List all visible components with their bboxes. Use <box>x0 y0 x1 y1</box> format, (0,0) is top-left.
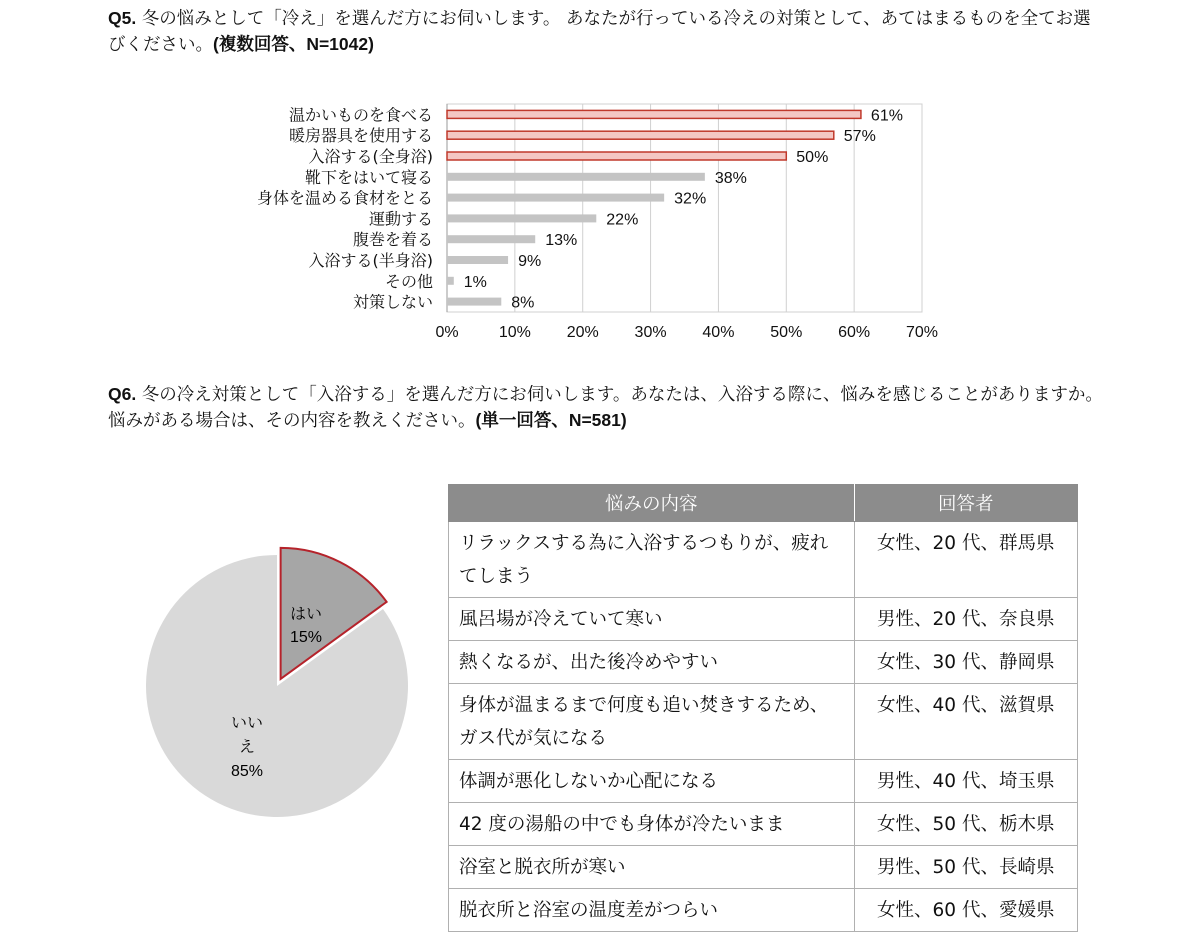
category-label: 身体を温める食材をとる <box>256 188 433 208</box>
pie-label-no-line1: いい <box>230 713 264 732</box>
q5-note: (複数回答、N=1042) <box>213 34 374 54</box>
row-respondent: 女性、60 代、愛媛県 <box>854 889 1078 932</box>
row-respondent: 男性、50 代、長崎県 <box>854 846 1078 889</box>
pie-label-no-line2: え <box>238 737 256 756</box>
bar <box>447 256 508 264</box>
category-label: 暖房器具を使用する <box>288 126 433 146</box>
header-content: 悩みの内容 <box>449 485 855 522</box>
bar <box>447 298 501 306</box>
row-content: 熱くなるが、出た後冷めやすい <box>449 641 855 684</box>
table-header-row <box>449 485 1078 522</box>
category-label: 温かいものを食べる <box>288 105 433 125</box>
x-tick-label: 20% <box>566 324 599 341</box>
value-label: 32% <box>674 190 707 208</box>
category-label: 靴下をはいて寝る <box>304 167 433 187</box>
category-label: 対策しない <box>352 292 433 312</box>
comments-table <box>448 484 1078 932</box>
value-label: 61% <box>870 107 903 125</box>
value-label: 9% <box>518 253 542 270</box>
bar <box>447 131 834 139</box>
value-label: 50% <box>796 149 829 166</box>
q5-label: Q5. <box>108 8 137 28</box>
category-label: 入浴する(全身浴) <box>308 147 433 166</box>
category-label: その他 <box>384 271 433 291</box>
row-content: 風呂場が冷えていて寒い <box>449 598 855 641</box>
bar <box>447 110 861 118</box>
q6-text: 冬の冷え対策として「入浴する」を選んだ方にお伺いします。あなたは、入浴する際に、悩みを感じることがありますか。悩みがある場合は、その内容を教えください。 <box>108 385 1103 431</box>
bar <box>447 214 596 222</box>
x-tick-label: 40% <box>702 324 735 341</box>
table-row <box>449 889 1078 932</box>
pie-value-yes: 15% <box>289 629 323 646</box>
table-row <box>449 522 1078 598</box>
value-label: 38% <box>714 169 747 187</box>
header-respondent: 回答者 <box>854 485 1078 522</box>
q6-label: Q6. <box>108 384 137 404</box>
q6-note: (単一回答、N=581) <box>475 410 627 430</box>
table-row <box>449 598 1078 641</box>
category-label: 腹巻を着る <box>352 230 433 250</box>
value-label: 13% <box>545 232 578 250</box>
table-row <box>449 684 1078 760</box>
x-tick-label: 30% <box>634 324 667 341</box>
row-content: 身体が温まるまで何度も追い焚きするため、ガス代が気になる <box>449 684 855 760</box>
row-respondent: 男性、20 代、奈良県 <box>854 598 1078 641</box>
table-row <box>449 760 1078 803</box>
row-respondent: 女性、40 代、滋賀県 <box>854 684 1078 760</box>
row-content: リラックスする為に入浴するつもりが、疲れてしまう <box>449 522 855 598</box>
x-tick-label: 60% <box>838 324 871 341</box>
value-label: 22% <box>606 211 639 229</box>
row-respondent: 女性、50 代、栃木県 <box>854 803 1078 846</box>
row-content: 脱衣所と浴室の温度差がつらい <box>449 889 855 932</box>
bar <box>447 152 786 160</box>
row-content: 42 度の湯船の中でも身体が冷たいまま <box>449 803 855 846</box>
row-content: 浴室と脱衣所が寒い <box>449 846 855 889</box>
category-label: 入浴する(半身浴) <box>308 251 433 270</box>
pie-value-no: 85% <box>230 763 264 780</box>
row-respondent: 男性、40 代、埼玉県 <box>854 760 1078 803</box>
pie-label-yes: はい <box>289 604 323 623</box>
row-content: 体調が悪化しないか心配になる <box>449 760 855 803</box>
bar <box>447 277 454 285</box>
value-label: 57% <box>843 128 876 146</box>
row-respondent: 女性、20 代、群馬県 <box>854 522 1078 598</box>
table-row <box>449 803 1078 846</box>
category-label: 運動する <box>368 209 433 229</box>
x-tick-label: 10% <box>498 324 531 341</box>
bar <box>447 173 705 181</box>
bar <box>447 194 664 202</box>
value-label: 8% <box>511 294 535 312</box>
bar <box>447 235 535 243</box>
value-label: 1% <box>463 273 487 291</box>
x-tick-label: 0% <box>435 324 459 341</box>
table-row <box>449 846 1078 889</box>
x-tick-label: 50% <box>770 324 803 341</box>
q5-text: 冬の悩みとして「冷え」を選んだ方にお伺いします。 あなたが行っている冷えの対策として、あてはまるものを全てお選びください。 <box>108 9 1091 55</box>
table-row <box>449 641 1078 684</box>
row-respondent: 女性、30 代、静岡県 <box>854 641 1078 684</box>
x-tick-label: 70% <box>905 324 939 341</box>
pie-chart <box>0 0 440 899</box>
